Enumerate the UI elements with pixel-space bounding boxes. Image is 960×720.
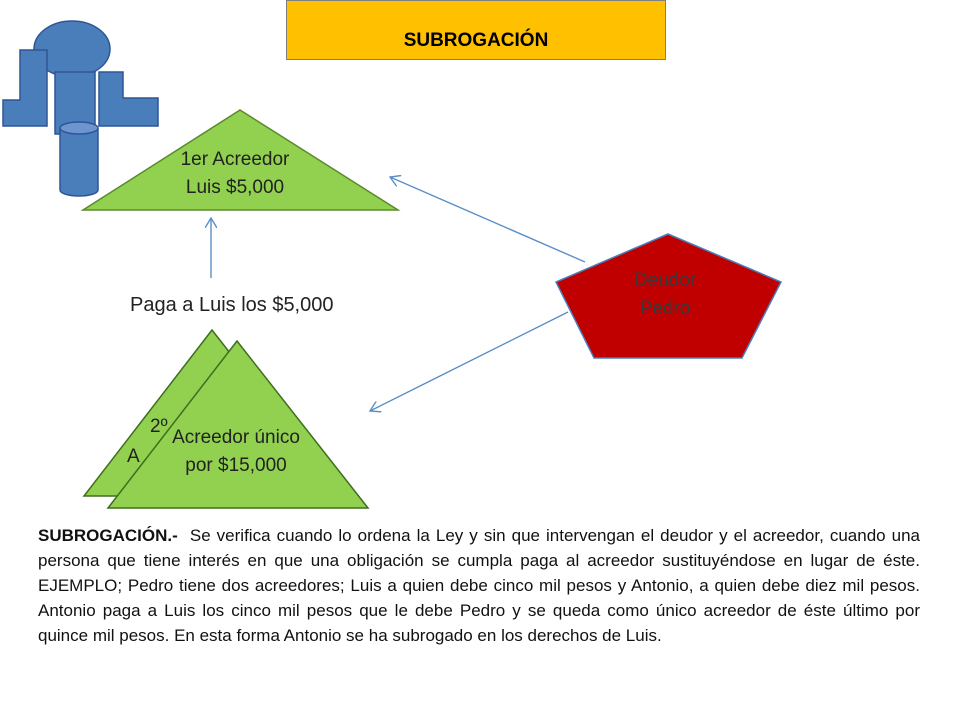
description-text: Se verifica cuando lo ordena la Ley y sin que intervengan el deudor y el acreedor, cuando una persona que tiene interés en que una obligación se cumpla paga al acreedor sustituyéndose en lugar de éste. EJEMPLO; Pedro tiene dos acreedores; Luis a quien debe cinco mil pesos y Antonio, a quien debe diez mil pesos. Antonio paga a Luis los cinco mil pesos que le debe Pedro y se queda como único acreedor de éste último por quince mil pesos. En esta forma Antonio se ha subrogado en los derechos de Luis. — [38, 526, 920, 645]
unique-creditor-label — [150, 424, 322, 480]
debtor-label — [600, 267, 730, 323]
second-creditor-line1: 2º — [150, 416, 168, 437]
unique-creditor-line1: Acreedor único — [172, 427, 300, 448]
logo-cylinder — [60, 128, 98, 196]
arrow-debtor-to-first-creditor — [390, 177, 585, 262]
first-creditor-line1: 1er Acreedor — [180, 149, 290, 170]
payment-label: Paga a Luis los $5,000 — [130, 294, 334, 316]
first-creditor-label — [150, 146, 320, 202]
debtor-line2: Pedro — [639, 298, 691, 319]
logo-cylinder-top — [60, 122, 98, 134]
unique-creditor-line2: por $15,000 — [185, 455, 287, 476]
first-creditor-line2: Luis $5,000 — [185, 177, 285, 198]
debtor-line1: Deudor — [633, 270, 697, 291]
description-paragraph — [38, 523, 920, 648]
arrow-debtor-to-second-creditor — [370, 312, 568, 411]
logo-right-arm — [99, 72, 158, 126]
logo-left-arm — [3, 50, 47, 126]
logo-icon — [3, 21, 158, 196]
description-term: SUBROGACIÓN.- — [38, 526, 178, 545]
title-text: SUBROGACIÓN — [403, 30, 549, 51]
second-creditor-line2: A — [127, 446, 140, 467]
title-box — [286, 0, 666, 60]
